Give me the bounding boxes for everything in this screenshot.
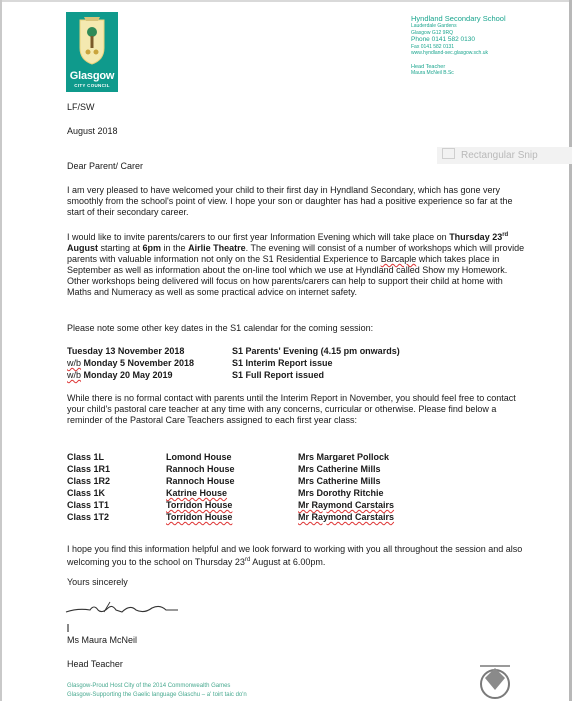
snip-icon [442,148,455,159]
school-address-block [411,14,506,77]
class-house: Torridon House [166,512,233,522]
class-house: Katrine House [166,488,228,498]
paragraph-information-evening [67,230,525,298]
logo-subtitle: CITY COUNCIL [74,83,110,88]
class-name: Class 1T2 [67,512,110,522]
school-fax: Fax 0141 582 0131 [411,44,455,50]
footer-line-1: Glasgow-Proud Host City of the 2014 Commonwealth Games [67,683,231,689]
signer-name: Ms Maura McNeil [67,635,138,645]
p2-event-month: August [67,243,98,253]
school-website: www.hyndland-sec.glasgow.sch.uk [411,50,488,57]
class-house: Rannoch House [166,476,235,486]
class-teacher: Mrs Margaret Pollock [298,452,390,462]
p2-text-f: in the [161,243,189,253]
class-teacher: Mrs Catherine Mills [298,464,381,474]
paragraph-pastoral-care: While there is no formal contact with parents until the Interim Report in November, you should feel free to contact your child's pastoral care teacher at any time with any concerns, curricular or otherwise. Please find below a reminder of the Pastoral Care Teachers assigned to each first year class: [67,393,516,425]
class-name: Class 1K [67,488,106,498]
p2-venue: Airlie Theatre [188,243,246,253]
key-date-event: S1 Full Report issued [232,370,325,380]
paragraph-welcome: I am very pleased to have welcomed your child to their first day in Hyndland Secondary, which has gone very smoothly from the school's point of view. I hope your son or daughter has had a positive experience so far at the start of their secondary career. [67,185,513,217]
logo-name: Glasgow [69,70,115,82]
rectangular-snip-button[interactable] [437,147,572,164]
page-left-border [0,0,2,701]
school-name: Hyndland Secondary School [411,14,506,23]
p5-text-a: I hope you find this information helpful and we look forward to working with you all throughout the session and also welcoming you to the school on Thursday 23 [67,544,523,567]
footer-emblem-icon [470,660,520,701]
p2-text-j: which takes place in September as well as information about the on-line tool which we use at Hyndland called Show my Homework. Other workshops being delivered will focus on how parents/carers can help to support their child at home with Maths and Numeracy as well as some practical advice on internet safety. [67,254,508,297]
class-house: Lomond House [166,452,232,462]
school-address-2: Glasgow G12 9RQ [411,29,453,36]
p2-event-time: 6pm [142,243,162,253]
salutation: Dear Parent/ Carer [67,161,144,171]
school-phone: Phone 0141 582 0130 [411,35,475,43]
class-name: Class 1R1 [67,464,111,474]
key-date: w/b Monday 20 May 2019 [67,370,173,380]
p2-date-suffix: rd [502,232,509,238]
class-house: Rannoch House [166,464,235,474]
p5-text-b: August at 6.00pm. [250,557,326,567]
letter-reference: LF/SW [67,102,95,112]
p2-barcaple: Barcaple [380,254,417,264]
class-teacher: Mrs Dorothy Ritchie [298,488,384,498]
page-top-border [0,0,572,2]
closing-phrase: Yours sincerely [67,577,128,587]
class-name: Class 1L [67,452,105,462]
footer-line-2: Glasgow-Supporting the Gaelic language Glaschu – a' toirt taic do'n [67,692,247,698]
p2-text-d: starting at [98,243,143,253]
class-teacher: Mr Raymond Carstairs [298,512,395,522]
class-house: Torridon House [166,500,233,510]
glasgow-city-council-logo [66,12,118,92]
class-name: Class 1R2 [67,476,111,486]
key-date: w/b Monday 5 November 2018 [67,358,195,368]
class-name: Class 1T1 [67,500,110,510]
p5-date-suffix: rd [244,557,251,563]
p2-text-h: . The evening will consist of a number of workshops which will provide parents with valuable information not only on the S1 Residential Experience to [67,243,525,264]
class-teacher: Mrs Catherine Mills [298,476,381,486]
paragraph-closing [67,544,525,568]
class-teacher: Mr Raymond Carstairs [298,500,395,510]
council-crest-icon [66,12,118,70]
letter-date: August 2018 [67,126,118,136]
signer-title: Head Teacher [67,659,123,669]
signature-image [64,598,194,632]
key-date: Tuesday 13 November 2018 [67,346,185,356]
key-date-event: S1 Interim Report issue [232,358,333,368]
school-address-1: Lauderdale Gardens [411,23,457,30]
head-teacher-title: Head Teacher [411,63,446,70]
paragraph-key-dates-intro: Please note some other key dates in the S1 calendar for the coming session: [67,323,374,333]
p2-text-a: I would like to invite parents/carers to our first year Information Evening which will take place on [67,232,450,242]
head-teacher-name: Maura McNeil B.Sc [411,70,454,77]
p2-event-date: Thursday 23 [449,232,503,242]
key-date-event: S1 Parents' Evening (4.15 pm onwards) [232,346,400,356]
snip-label: Rectangular Snip [461,150,538,161]
